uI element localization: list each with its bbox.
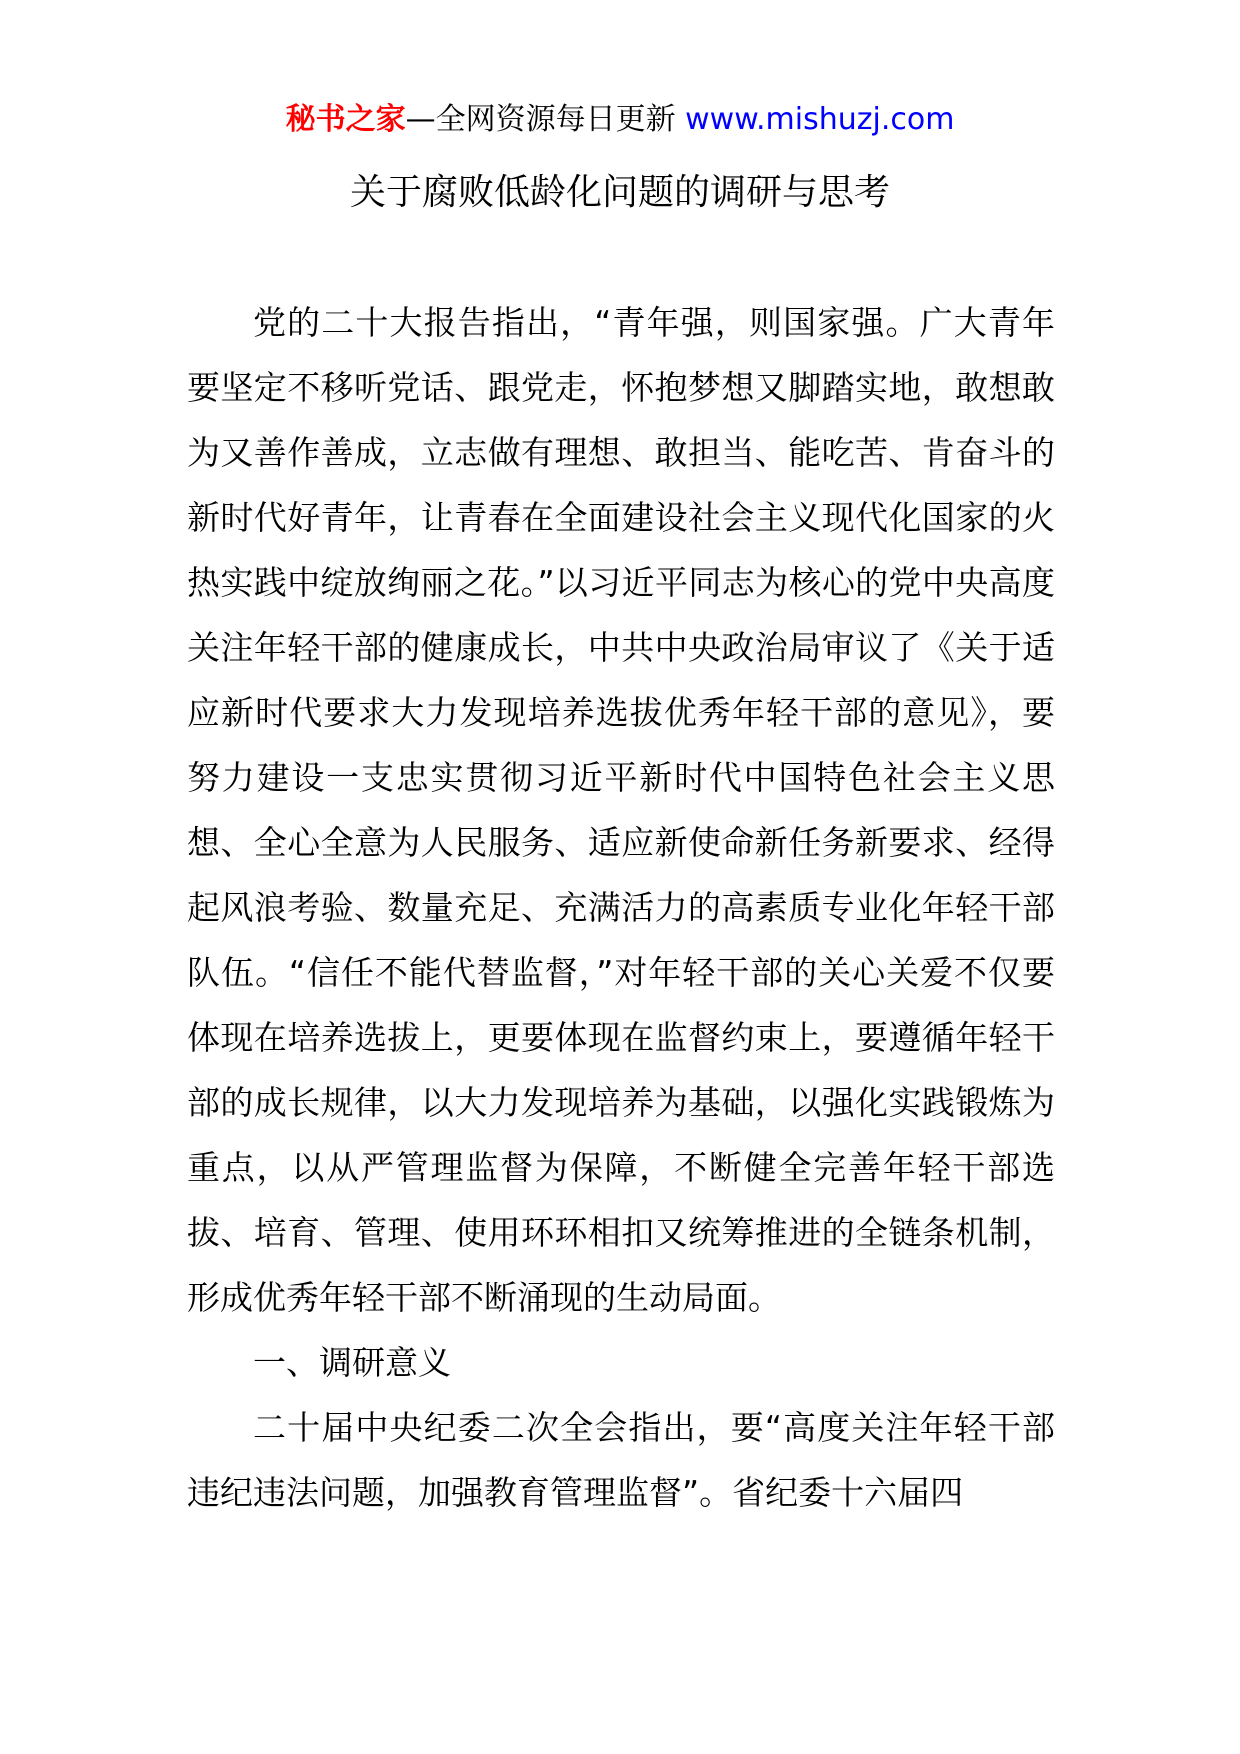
body-paragraph: 党的二十大报告指出，“青年强，则国家强。广大青年要坚定不移听党话、跟党走，怀抱梦想又脚踏实地，敢想敢为又善作善成，立志做有理想、敢担当、能吃苦、肯奋斗的新时代好青年，让青春在全面建设社会主义现代化国家的火热实践中绽放绚丽之花。”以习近平同志为核心的党中央高度关注年轻干部的健康成长，中共中央政治局审议了《关于适应新时代要求大力发现培养选拔优秀年轻干部的意见》，要努力建设一支忠实贯彻习近平新时代中国特色社会主义思想、全心全意为人民服务、适应新使命新任务新要求、经得起风浪考验、数量充足、充满活力的高素质专业化年轻干部队伍。“信任不能代替监督，”对年轻干部的关心关爱不仅要体现在培养选拔上，更要体现在监督约束上，要遵循年轻干部的成长规律，以大力发现培养为基础，以强化实践锻炼为重点，以从严管理监督为保障，不断健全完善年轻干部选拔、培育、管理、使用环环相扣又统筹推进的全链条机制，形成优秀年轻干部不断涌现的生动局面。 xyxy=(187,303,1055,1317)
brand-name: 秘书之家 xyxy=(285,102,406,137)
site-banner xyxy=(0,100,1240,140)
brand-url-link[interactable]: www.mishuzj.com xyxy=(685,102,955,137)
body-paragraph: 二十届中央纪委二次全会指出，要“高度关注年轻干部违纪违法问题，加强教育管理监督”。省纪委十六届四 xyxy=(187,1408,1055,1512)
document-body xyxy=(187,290,1055,1525)
document-title: 关于腐败低龄化问题的调研与思考 xyxy=(349,172,890,213)
section-heading: 一、调研意义 xyxy=(253,1343,451,1382)
brand-tagline: —全网资源每日更新 xyxy=(405,102,676,137)
